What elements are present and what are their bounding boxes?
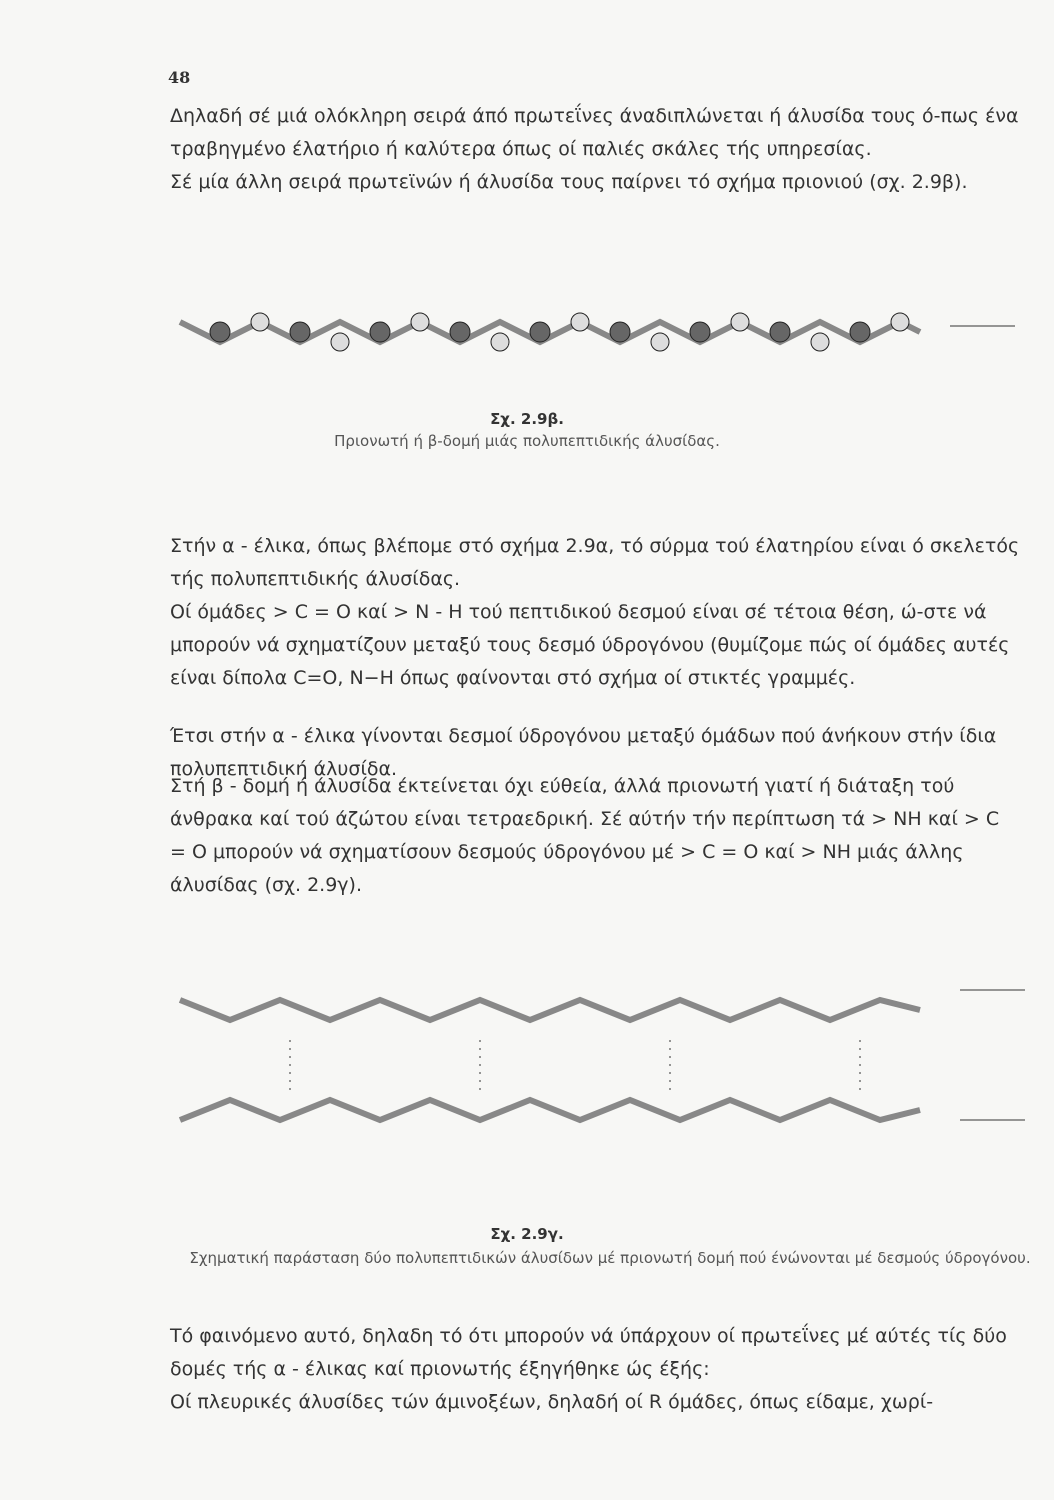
paragraph-3: Στήν α - έλικα, όπως βλέπομε στό σχήμα 2.9α, τό σύρμα τού έλατηρίου είναι ό σκελετός τής πολυπεπτιδικής άλυσίδας. [170,535,1020,590]
paragraph-8: Οί πλευρικές άλυσίδες τών άμινοξέων, δηλαδή οί R όμάδες, όπως είδαμε, χωρί- [170,1391,934,1413]
page-number: 48 [168,68,191,87]
figure-caption-1: Πριονωτή ή β-δομή μιάς πολυπεπτιδικής άλυσίδας. [334,432,720,450]
paragraph-5: Έτσι στήν α - έλικα γίνονται δεσμοί ύδρογόνου μεταξύ όμάδων πού άνήκουν στήν ίδια πολυπεπτιδική άλυσίδα. [170,725,997,780]
figure-hydrogen-bonds [170,940,1030,1180]
figure-title-2: Σχ. 2.9γ. [490,1225,564,1243]
figure-caption-2: Σχηματική παράσταση δύο πολυπεπτιδικών άλυσίδων μέ πριονωτή δομή πού ένώνονται μέ δεσμούς ύδρογόνου. [189,1249,1031,1267]
paragraph-2: Σέ μία άλλη σειρά πρωτεϊνών ή άλυσίδα τους παίρνει τό σχήμα πριονιού (σχ. 2.9β). [170,171,968,193]
paragraph-6: Στή β - δομή ή άλυσίδα έκτείνεται όχι εύθεία, άλλά πριονωτή γιατί ή διάταξη τού άνθρακα καί τού άζώτου είναι τετραεδρική. Σέ αύτήν τήν περίπτωση τά > NH καί > C = O μπορούν νά σχηματίσουν δεσμούς ύδρογόνου μέ > C = O καί > NH μιάς άλλης άλυσίδας (σχ. 2.9γ). [170,775,1000,896]
paragraph-7: Τό φαινόμενο αυτό, δηλαδη τό ότι μπορούν νά ύπάρχουν οί πρωτεΐνες μέ αύτές τίς δύο δομές τής α - έλικας καί πριονωτής έξηγήθηκε ώς έξής: [170,1325,1007,1380]
figure-title-1: Σχ. 2.9β. [490,410,564,428]
paragraph-4: Οί όμάδες > C = O καί > N - H τού πεπτιδικού δεσμού είναι σέ τέτοια θέση, ώ-στε νά μπορούν νά σχηματίζουν μεταξύ τους δεσμό ύδρογόνου (θυμίζομε πώς οί όμάδες αυτές είναι δίπολα C=O, N−H όπως φαίνονται στό σχήμα οί στικτές γραμμές. [170,601,1010,689]
figure-beta-strand [170,262,1020,402]
paragraph-1: Δηλαδή σέ μιά ολόκληρη σειρά άπό πρωτεΐνες άναδιπλώνεται ή άλυσίδα τους ό-πως ένα τραβηγμένο έλατήριο ή καλύτερα όπως οί παλιές σκάλες τής υπηρεσίας. [170,105,1019,160]
